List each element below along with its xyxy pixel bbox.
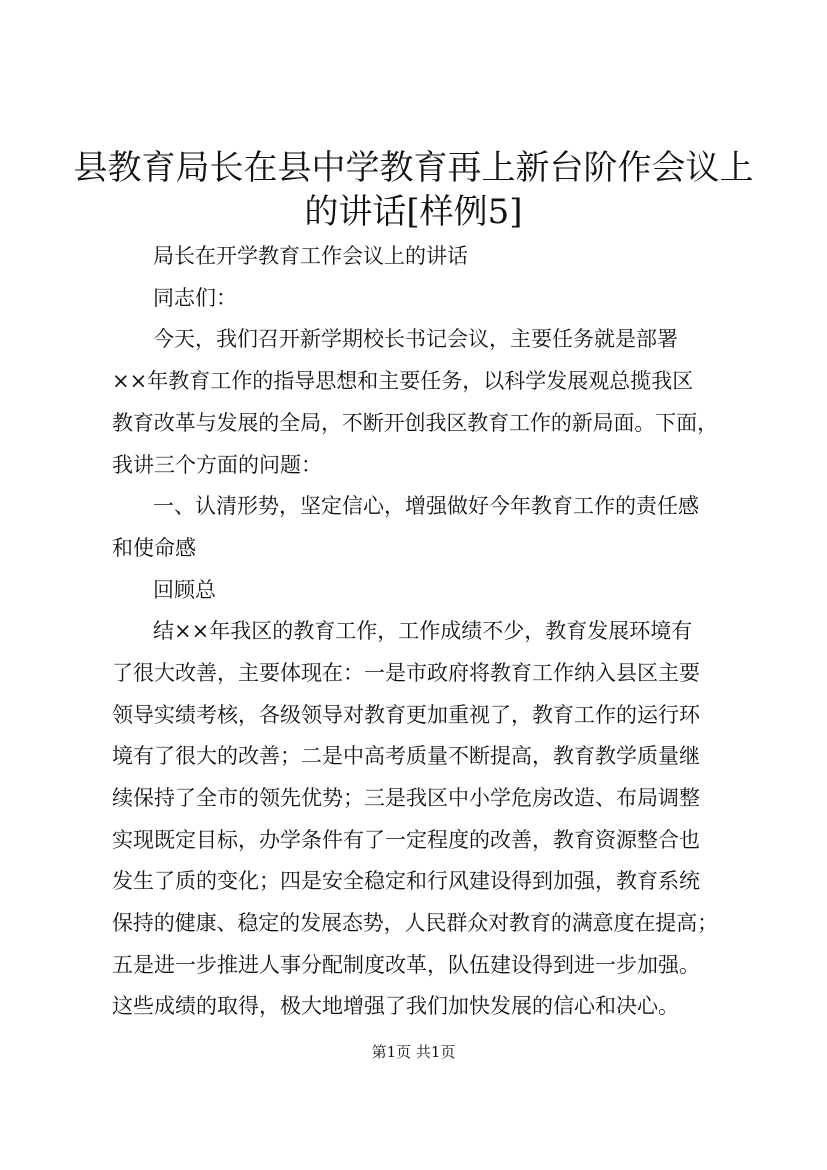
text-line: 五是进一步推进人事分配制度改革，队伍建设得到进一步加强。 — [112, 953, 700, 977]
page-number: 第1页 共1页 — [371, 1043, 456, 1061]
document-title-line-2: 的讲话[样例5] — [304, 192, 523, 232]
text-line: 和使命感 — [112, 536, 196, 560]
text-line: 局长在开学教育工作会议上的讲话 — [153, 244, 468, 268]
text-line: 同志们： — [153, 286, 237, 310]
text-line: 这些成绩的取得，极大地增强了我们加快发展的信心和决心。 — [112, 994, 679, 1018]
document-title-line-1: 县教育局长在县中学教育再上新台阶作会议上 — [73, 148, 754, 188]
text-line: 实现既定目标，办学条件有了一定程度的改善，教育资源整合也 — [112, 828, 700, 852]
text-line: 境有了很大的改善；二是中高考质量不断提高，教育教学质量继 — [112, 744, 700, 768]
text-line: 教育改革与发展的全局，不断开创我区教育工作的新局面。下面， — [112, 411, 718, 435]
text-line: 领导实绩考核，各级领导对教育更加重视了，教育工作的运行环 — [112, 703, 700, 727]
text-line: 回顾总 — [153, 578, 216, 602]
text-line: 发生了质的变化；四是安全稳定和行风建设得到加强，教育系统 — [112, 869, 700, 893]
text-line: 保持的健康、稳定的发展态势，人民群众对教育的满意度在提高； — [112, 911, 718, 935]
text-line: 续保持了全市的领先优势；三是我区中小学危房改造、布局调整 — [112, 786, 700, 810]
text-line: ××年教育工作的指导思想和主要任务，以科学发展观总揽我区 — [112, 369, 694, 393]
text-line: 一、认清形势，坚定信心，增强做好今年教育工作的责任感 — [153, 494, 699, 518]
text-line: 我讲三个方面的问题： — [112, 453, 322, 477]
text-line: 了很大改善，主要体现在：一是市政府将教育工作纳入县区主要 — [112, 661, 700, 685]
text-line: 今天，我们召开新学期校长书记会议，主要任务就是部署 — [153, 327, 678, 351]
text-line: 结××年我区的教育工作，工作成绩不少，教育发展环境有 — [153, 619, 693, 643]
